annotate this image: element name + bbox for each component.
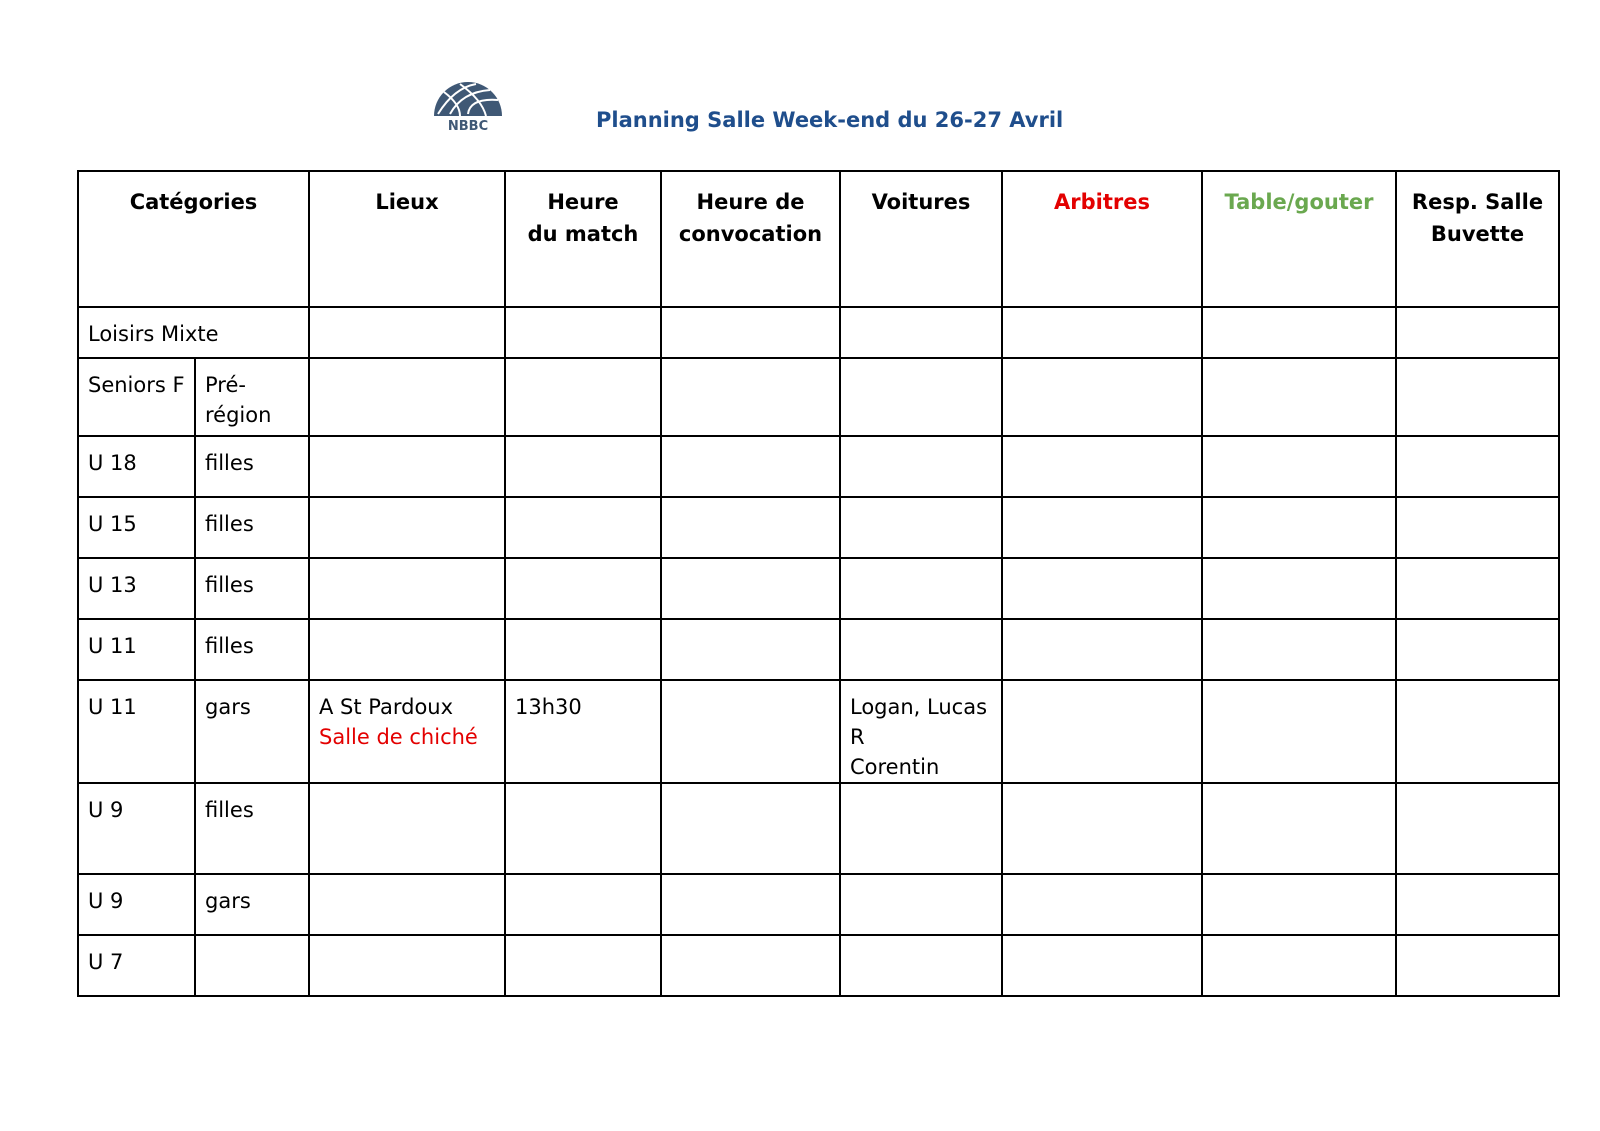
- cell-table: [1202, 497, 1396, 558]
- cell-convocation: [661, 680, 840, 783]
- cell-lieux: [309, 874, 505, 935]
- lieux-location: A St Pardoux: [319, 695, 454, 719]
- cell-heure-match: [505, 935, 661, 996]
- cell-voitures: [840, 436, 1002, 497]
- cell-category: U 7: [78, 935, 195, 996]
- cell-arbitres: [1002, 874, 1202, 935]
- cell-subcategory: gars: [195, 680, 309, 783]
- cell-subcategory: filles: [195, 558, 309, 619]
- cell-convocation: [661, 307, 840, 358]
- cell-convocation: [661, 935, 840, 996]
- col-header-categories: Catégories: [78, 171, 309, 307]
- cell-lieux: [309, 497, 505, 558]
- cell-heure-match: [505, 619, 661, 680]
- cell-category: U 13: [78, 558, 195, 619]
- cell-category: Seniors F: [78, 358, 195, 436]
- cell-subcategory: [195, 935, 309, 996]
- cell-lieux: [309, 935, 505, 996]
- cell-subcategory: filles: [195, 436, 309, 497]
- cell-resp: [1396, 619, 1559, 680]
- cell-lieux: [309, 619, 505, 680]
- cell-table: [1202, 619, 1396, 680]
- table-row: [78, 307, 1559, 358]
- table-row: [78, 935, 1559, 996]
- cell-voitures: [840, 935, 1002, 996]
- cell-convocation: [661, 358, 840, 436]
- header-row: [78, 171, 1559, 307]
- cell-heure-match: [505, 307, 661, 358]
- table-row: [78, 783, 1559, 874]
- table-row: [78, 619, 1559, 680]
- cell-arbitres: [1002, 358, 1202, 436]
- table-row: [78, 497, 1559, 558]
- cell-category: U 11: [78, 619, 195, 680]
- cell-resp: [1396, 358, 1559, 436]
- cell-subcategory: gars: [195, 874, 309, 935]
- cell-heure-match: [505, 783, 661, 874]
- cell-voitures: [840, 874, 1002, 935]
- cell-voitures: Logan, Lucas R Corentin: [840, 680, 1002, 783]
- cell-arbitres: [1002, 497, 1202, 558]
- cell-voitures: [840, 558, 1002, 619]
- cell-voitures: [840, 358, 1002, 436]
- cell-voitures: [840, 619, 1002, 680]
- cell-heure-match: [505, 358, 661, 436]
- cell-convocation: [661, 497, 840, 558]
- cell-category: Loisirs Mixte: [78, 307, 309, 358]
- page-title: Planning Salle Week-end du 26-27 Avril: [596, 108, 1064, 132]
- cell-table: [1202, 358, 1396, 436]
- cell-arbitres: [1002, 307, 1202, 358]
- cell-lieux: [309, 307, 505, 358]
- cell-convocation: [661, 783, 840, 874]
- table-row: [78, 436, 1559, 497]
- cell-table: [1202, 783, 1396, 874]
- cell-subcategory: filles: [195, 497, 309, 558]
- planning-table: [77, 170, 1560, 997]
- table-row: [78, 874, 1559, 935]
- cell-subcategory: Pré- région: [195, 358, 309, 436]
- cell-heure-match: 13h30: [505, 680, 661, 783]
- cell-arbitres: [1002, 680, 1202, 783]
- table-row: [78, 358, 1559, 436]
- cell-resp: [1396, 307, 1559, 358]
- nbbc-logo: [430, 78, 506, 138]
- cell-lieux: [309, 436, 505, 497]
- cell-arbitres: [1002, 619, 1202, 680]
- cell-table: [1202, 307, 1396, 358]
- cell-voitures: [840, 783, 1002, 874]
- col-header-arbitres: Arbitres: [1002, 171, 1202, 307]
- cell-convocation: [661, 436, 840, 497]
- cell-subcategory: filles: [195, 619, 309, 680]
- cell-voitures: [840, 497, 1002, 558]
- cell-category: U 9: [78, 874, 195, 935]
- cell-resp: [1396, 680, 1559, 783]
- cell-category: U 11: [78, 680, 195, 783]
- col-header-lieux: Lieux: [309, 171, 505, 307]
- cell-table: [1202, 558, 1396, 619]
- cell-convocation: [661, 558, 840, 619]
- cell-voitures: [840, 307, 1002, 358]
- cell-table: [1202, 935, 1396, 996]
- cell-subcategory: filles: [195, 783, 309, 874]
- cell-resp: [1396, 497, 1559, 558]
- cell-table: [1202, 436, 1396, 497]
- cell-heure-match: [505, 874, 661, 935]
- cell-arbitres: [1002, 935, 1202, 996]
- col-header-convocation: Heure de convocation: [661, 171, 840, 307]
- cell-convocation: [661, 874, 840, 935]
- table-row: [78, 680, 1559, 783]
- cell-table: [1202, 874, 1396, 935]
- col-header-voitures: Voitures: [840, 171, 1002, 307]
- cell-resp: [1396, 558, 1559, 619]
- cell-arbitres: [1002, 783, 1202, 874]
- col-header-resp-salle: Resp. Salle Buvette: [1396, 171, 1559, 307]
- cell-heure-match: [505, 436, 661, 497]
- cell-lieux: [309, 680, 505, 783]
- col-header-heure-match: Heure du match: [505, 171, 661, 307]
- cell-resp: [1396, 436, 1559, 497]
- cell-arbitres: [1002, 558, 1202, 619]
- cell-lieux: [309, 358, 505, 436]
- cell-lieux: [309, 783, 505, 874]
- cell-category: U 18: [78, 436, 195, 497]
- cell-convocation: [661, 619, 840, 680]
- cell-heure-match: [505, 558, 661, 619]
- cell-category: U 9: [78, 783, 195, 874]
- cell-resp: [1396, 783, 1559, 874]
- col-header-table-gouter: Table/gouter: [1202, 171, 1396, 307]
- cell-heure-match: [505, 497, 661, 558]
- cell-lieux: [309, 558, 505, 619]
- cell-category: U 15: [78, 497, 195, 558]
- lieux-salle: Salle de chiché: [319, 725, 478, 749]
- cell-arbitres: [1002, 436, 1202, 497]
- cell-resp: [1396, 935, 1559, 996]
- table-row: [78, 558, 1559, 619]
- cell-resp: [1396, 874, 1559, 935]
- logo-text: NBBC: [447, 119, 489, 134]
- cell-table: [1202, 680, 1396, 783]
